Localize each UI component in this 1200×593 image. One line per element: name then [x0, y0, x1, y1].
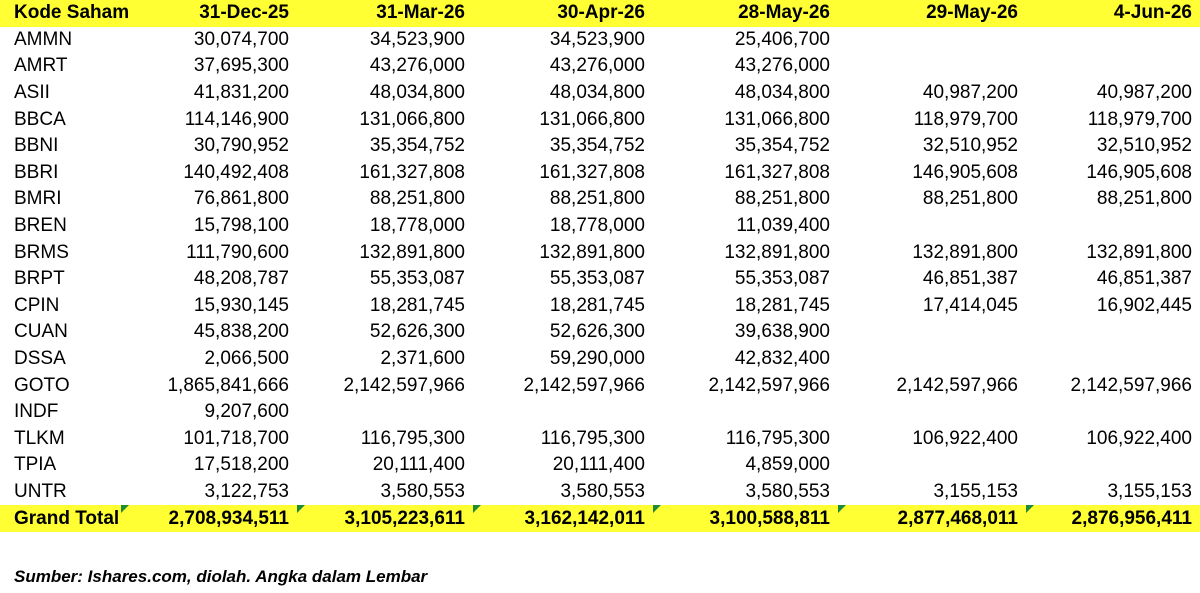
table-row — [0, 239, 1200, 266]
grand-total-label[interactable]: Grand Total — [14, 507, 120, 529]
grand-total-cell[interactable]: 3,105,223,611 — [297, 505, 473, 532]
share-count-cell[interactable]: 30,790,952 — [193, 135, 289, 157]
share-count-cell[interactable]: 43,276,000 — [549, 55, 645, 77]
share-count-cell[interactable]: 48,034,800 — [734, 82, 830, 104]
table-row — [0, 213, 1200, 240]
ticker-cell[interactable]: CUAN — [14, 321, 68, 343]
table-row — [0, 399, 1200, 426]
share-count-cell[interactable]: 48,034,800 — [549, 82, 645, 104]
share-count-cell[interactable]: 132,891,800 — [1086, 241, 1192, 263]
table-body — [0, 27, 1200, 506]
grand-total-cell[interactable]: 2,876,956,411 — [1026, 505, 1200, 532]
share-count-cell[interactable]: 20,111,400 — [552, 454, 645, 476]
share-count-cell[interactable]: 20,111,400 — [372, 454, 465, 476]
ticker-cell[interactable]: BRMS — [14, 241, 69, 263]
share-count-cell[interactable]: 18,778,000 — [549, 215, 645, 237]
share-count-cell[interactable]: 131,066,800 — [539, 108, 645, 130]
share-count-cell[interactable]: 116,795,300 — [360, 427, 465, 449]
share-count-cell[interactable]: 132,891,800 — [912, 241, 1018, 263]
share-count-cell[interactable]: 2,142,597,966 — [1070, 374, 1192, 396]
share-count-cell[interactable]: 34,523,900 — [369, 28, 465, 50]
ticker-cell[interactable]: AMRT — [14, 55, 68, 77]
column-header-ticker[interactable]: Kode Saham — [14, 2, 130, 24]
ticker-cell[interactable]: ASII — [14, 82, 50, 104]
table-row — [0, 346, 1200, 373]
share-count-cell[interactable]: 43,276,000 — [734, 55, 830, 77]
share-count-cell[interactable]: 116,795,300 — [725, 427, 830, 449]
ticker-cell[interactable]: BREN — [14, 215, 67, 237]
share-count-cell[interactable]: 46,851,387 — [922, 268, 1018, 290]
share-count-cell[interactable]: 132,891,800 — [359, 241, 465, 263]
share-count-cell[interactable]: 131,066,800 — [359, 108, 465, 130]
column-header-date[interactable]: 31-Mar-26 — [376, 2, 465, 24]
share-count-cell[interactable]: 35,354,752 — [369, 135, 465, 157]
share-count-cell[interactable]: 37,695,300 — [193, 55, 289, 77]
share-count-cell[interactable] — [838, 399, 1026, 426]
share-count-cell[interactable]: 48,034,800 — [369, 82, 465, 104]
share-count-cell[interactable] — [838, 213, 1026, 240]
share-count-cell[interactable] — [838, 319, 1026, 346]
share-count-cell[interactable]: 25,406,700 — [734, 28, 830, 50]
share-count-cell[interactable]: 59,290,000 — [549, 348, 645, 370]
share-count-cell[interactable]: 32,510,952 — [922, 135, 1018, 157]
table-row — [0, 133, 1200, 160]
ticker-cell[interactable]: AMMN — [14, 28, 73, 50]
share-count-cell[interactable]: 15,798,100 — [193, 215, 289, 237]
share-count-cell[interactable]: 2,371,600 — [380, 348, 465, 370]
share-count-cell[interactable]: 46,851,387 — [1096, 268, 1192, 290]
share-count-cell[interactable]: 132,891,800 — [539, 241, 645, 263]
share-count-cell[interactable]: 88,251,800 — [1096, 188, 1192, 210]
share-count-cell[interactable]: 106,922,400 — [1086, 427, 1192, 449]
share-count-cell[interactable]: 17,414,045 — [922, 294, 1018, 316]
share-count-cell[interactable]: 17,518,200 — [193, 454, 289, 476]
share-count-cell[interactable]: 3,122,753 — [204, 480, 289, 502]
header-row — [0, 0, 1200, 27]
table-row — [0, 426, 1200, 453]
table-row — [0, 319, 1200, 346]
share-count-cell[interactable]: 88,251,800 — [549, 188, 645, 210]
share-count-cell[interactable]: 131,066,800 — [724, 108, 830, 130]
ticker-cell[interactable]: BBCA — [14, 108, 66, 130]
column-header-date[interactable]: 29-May-26 — [926, 2, 1018, 24]
ticker-cell[interactable]: DSSA — [14, 348, 66, 370]
share-count-cell[interactable]: 11,039,400 — [736, 215, 830, 237]
ticker-cell[interactable]: INDF — [14, 401, 59, 423]
share-count-cell[interactable]: 146,905,608 — [1086, 161, 1192, 183]
ticker-cell[interactable]: BBRI — [14, 161, 59, 183]
column-header-date[interactable]: 31-Dec-25 — [199, 2, 289, 24]
share-count-cell[interactable]: 101,718,700 — [183, 427, 289, 449]
share-count-cell[interactable]: 3,580,553 — [745, 480, 830, 502]
share-count-cell[interactable]: 40,987,200 — [1096, 82, 1192, 104]
ticker-cell[interactable]: TLKM — [14, 427, 65, 449]
share-count-cell[interactable]: 88,251,800 — [922, 188, 1018, 210]
share-count-cell[interactable]: 2,142,597,966 — [343, 374, 465, 396]
ticker-cell[interactable]: BMRI — [14, 188, 62, 210]
column-header-date[interactable]: 28-May-26 — [738, 2, 830, 24]
share-count-cell[interactable]: 16,902,445 — [1096, 294, 1192, 316]
share-count-cell[interactable]: 35,354,752 — [734, 135, 830, 157]
share-count-cell[interactable]: 15,930,145 — [193, 294, 289, 316]
share-count-cell[interactable]: 161,327,808 — [539, 161, 645, 183]
table-row — [0, 27, 1200, 54]
share-count-cell[interactable]: 18,281,745 — [369, 294, 465, 316]
share-count-cell[interactable]: 161,327,808 — [724, 161, 830, 183]
share-count-cell[interactable]: 35,354,752 — [549, 135, 645, 157]
grand-total-row — [0, 505, 1200, 532]
table-row — [0, 160, 1200, 187]
share-count-cell[interactable]: 2,066,500 — [204, 348, 289, 370]
share-count-cell[interactable]: 32,510,952 — [1096, 135, 1192, 157]
share-count-cell[interactable]: 4,859,000 — [745, 454, 830, 476]
share-count-cell[interactable]: 55,353,087 — [369, 268, 465, 290]
share-count-cell[interactable] — [1026, 27, 1200, 54]
ticker-cell[interactable]: CPIN — [14, 294, 60, 316]
share-count-cell[interactable]: 88,251,800 — [734, 188, 830, 210]
source-note: Sumber: Ishares.com, diolah. Angka dalam Lembar — [14, 567, 428, 586]
share-count-cell[interactable]: 41,831,200 — [193, 82, 289, 104]
share-count-cell[interactable] — [838, 452, 1026, 479]
share-count-cell[interactable]: 146,905,608 — [912, 161, 1018, 183]
share-count-cell[interactable]: 140,492,408 — [183, 161, 289, 183]
share-count-cell[interactable]: 48,208,787 — [193, 268, 289, 290]
share-count-cell[interactable] — [1026, 452, 1200, 479]
share-count-cell[interactable] — [1026, 399, 1200, 426]
share-count-cell[interactable]: 118,979,700 — [1087, 108, 1192, 130]
share-count-cell[interactable]: 88,251,800 — [369, 188, 465, 210]
table-row — [0, 293, 1200, 320]
share-count-cell[interactable]: 3,580,553 — [560, 480, 645, 502]
table-row — [0, 53, 1200, 80]
share-count-cell[interactable] — [838, 27, 1026, 54]
share-count-cell[interactable] — [1026, 53, 1200, 80]
share-count-cell[interactable] — [1026, 319, 1200, 346]
share-count-cell[interactable]: 9,207,600 — [204, 401, 289, 423]
ticker-cell[interactable]: TPIA — [14, 454, 57, 476]
share-count-cell[interactable]: 45,838,200 — [193, 321, 289, 343]
table-row — [0, 452, 1200, 479]
share-count-cell[interactable]: 34,523,900 — [549, 28, 645, 50]
share-count-cell[interactable]: 132,891,800 — [724, 241, 830, 263]
share-count-cell[interactable]: 1,865,841,666 — [167, 374, 289, 396]
column-header-date[interactable]: 30-Apr-26 — [557, 2, 645, 24]
share-count-cell[interactable]: 3,580,553 — [380, 480, 465, 502]
share-count-cell[interactable]: 118,979,700 — [913, 108, 1018, 130]
share-count-cell[interactable]: 76,861,800 — [193, 188, 289, 210]
grand-total-cell[interactable]: 2,877,468,011 — [838, 505, 1026, 532]
share-count-cell[interactable]: 111,790,600 — [186, 241, 289, 263]
share-count-cell[interactable]: 3,155,153 — [1107, 480, 1192, 502]
share-count-cell[interactable] — [1026, 346, 1200, 373]
share-count-cell[interactable]: 55,353,087 — [734, 268, 830, 290]
grand-total-cell[interactable]: 3,162,142,011 — [473, 505, 653, 532]
share-count-cell[interactable]: 18,281,745 — [734, 294, 830, 316]
table-row — [0, 372, 1200, 399]
share-count-cell[interactable] — [473, 399, 653, 426]
share-count-cell[interactable]: 42,832,400 — [734, 348, 830, 370]
share-count-cell[interactable]: 18,281,745 — [549, 294, 645, 316]
share-count-cell[interactable] — [653, 399, 838, 426]
column-header-date[interactable]: 4-Jun-26 — [1113, 2, 1192, 24]
share-count-cell[interactable]: 55,353,087 — [549, 268, 645, 290]
share-count-cell[interactable]: 2,142,597,966 — [896, 374, 1018, 396]
table-row — [0, 266, 1200, 293]
ticker-cell[interactable]: BRPT — [14, 268, 65, 290]
share-count-cell[interactable]: 114,146,900 — [184, 108, 289, 130]
share-count-cell[interactable]: 106,922,400 — [912, 427, 1018, 449]
share-count-cell[interactable] — [1026, 213, 1200, 240]
share-count-cell[interactable]: 161,327,808 — [359, 161, 465, 183]
share-count-cell[interactable]: 3,155,153 — [933, 480, 1018, 502]
share-count-cell[interactable]: 43,276,000 — [369, 55, 465, 77]
table-row — [0, 106, 1200, 133]
table-row — [0, 479, 1200, 506]
share-count-cell[interactable]: 2,142,597,966 — [708, 374, 830, 396]
share-count-cell[interactable]: 40,987,200 — [922, 82, 1018, 104]
share-count-cell[interactable]: 39,638,900 — [734, 321, 830, 343]
share-count-cell[interactable]: 52,626,300 — [369, 321, 465, 343]
share-count-cell[interactable] — [838, 346, 1026, 373]
share-count-cell[interactable] — [838, 53, 1026, 80]
grand-total-cell[interactable]: 2,708,934,511 — [121, 505, 297, 532]
share-count-cell[interactable]: 52,626,300 — [549, 321, 645, 343]
ticker-cell[interactable]: BBNI — [14, 135, 59, 157]
table-row — [0, 186, 1200, 213]
ticker-cell[interactable]: GOTO — [14, 374, 70, 396]
share-count-cell[interactable]: 30,074,700 — [193, 28, 289, 50]
share-count-cell[interactable]: 2,142,597,966 — [523, 374, 645, 396]
table-row — [0, 80, 1200, 107]
grand-total-cell[interactable]: 3,100,588,811 — [653, 505, 838, 532]
ticker-cell[interactable]: UNTR — [14, 480, 67, 502]
share-count-cell[interactable]: 18,778,000 — [369, 215, 465, 237]
share-count-cell[interactable]: 116,795,300 — [540, 427, 645, 449]
share-count-cell[interactable] — [297, 399, 473, 426]
